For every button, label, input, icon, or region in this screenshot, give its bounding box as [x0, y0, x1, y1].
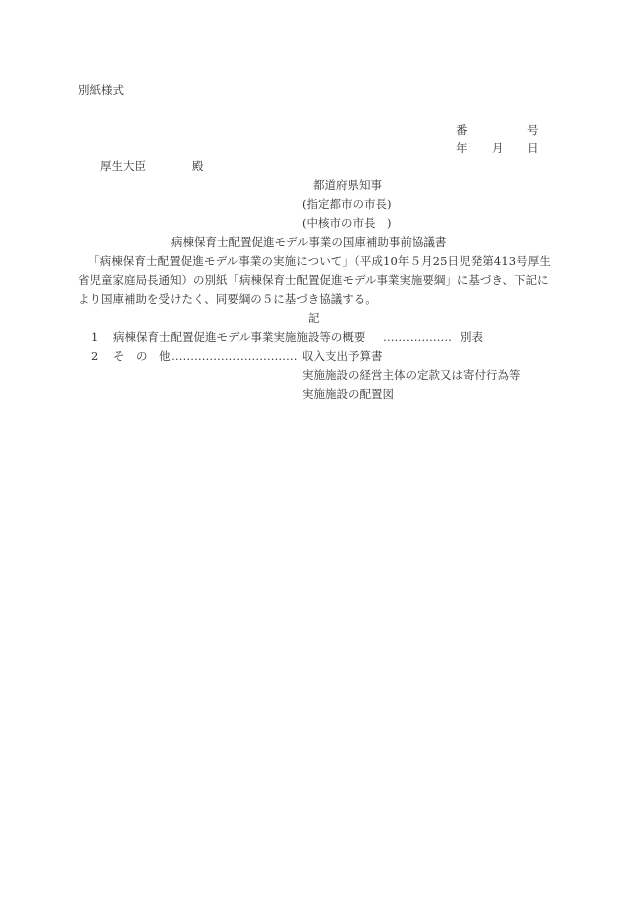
- addressee-honorific: 殿: [192, 159, 204, 173]
- date-day: 日: [527, 141, 539, 155]
- attachment-line-1: 実施施設の経営主体の定款又は寄付行為等: [302, 368, 521, 382]
- item-number: 1: [91, 330, 99, 344]
- document-title: 病棟保育士配置促進モデル事業の国庫補助事前協議書: [171, 235, 447, 249]
- document-number-label: 番: [456, 123, 468, 137]
- date-year: 年: [456, 141, 468, 155]
- attachment-line-2: 実施施設の配置図: [302, 387, 394, 401]
- item-leader: ……………………………: [171, 349, 298, 363]
- body-line-1: 「病棟保育士配置促進モデル事業の実施について」（平成10年５月25日児発第413号厚生: [88, 254, 551, 268]
- item-number: 2: [91, 349, 99, 363]
- item-value: 別表: [460, 330, 483, 344]
- body-line-3: より国庫補助を受けたく、同要綱の５に基づき協議する。: [78, 292, 377, 306]
- sender-line-2: (指定都市の市長): [302, 197, 392, 211]
- item-label: そ の 他: [113, 349, 171, 363]
- item-leader: ………………: [383, 330, 452, 344]
- form-label: 別紙様式: [78, 83, 124, 97]
- body-line-2: 省児童家庭局長通知）の別紙「病棟保育士配置促進モデル事業実施要綱」に基づき、下記に: [78, 273, 549, 287]
- ki-heading: 記: [308, 311, 320, 325]
- sender-line-3: (中核市の市長 ): [302, 216, 392, 230]
- date-month: 月: [492, 141, 504, 155]
- document-number-suffix: 号: [527, 123, 539, 137]
- item-label: 病棟保育士配置促進モデル事業実施施設等の概要: [113, 330, 366, 344]
- addressee-name: 厚生大臣: [100, 159, 146, 173]
- item-value: 収入支出予算書: [302, 349, 383, 363]
- sender-line-1: 都道府県知事: [313, 178, 382, 192]
